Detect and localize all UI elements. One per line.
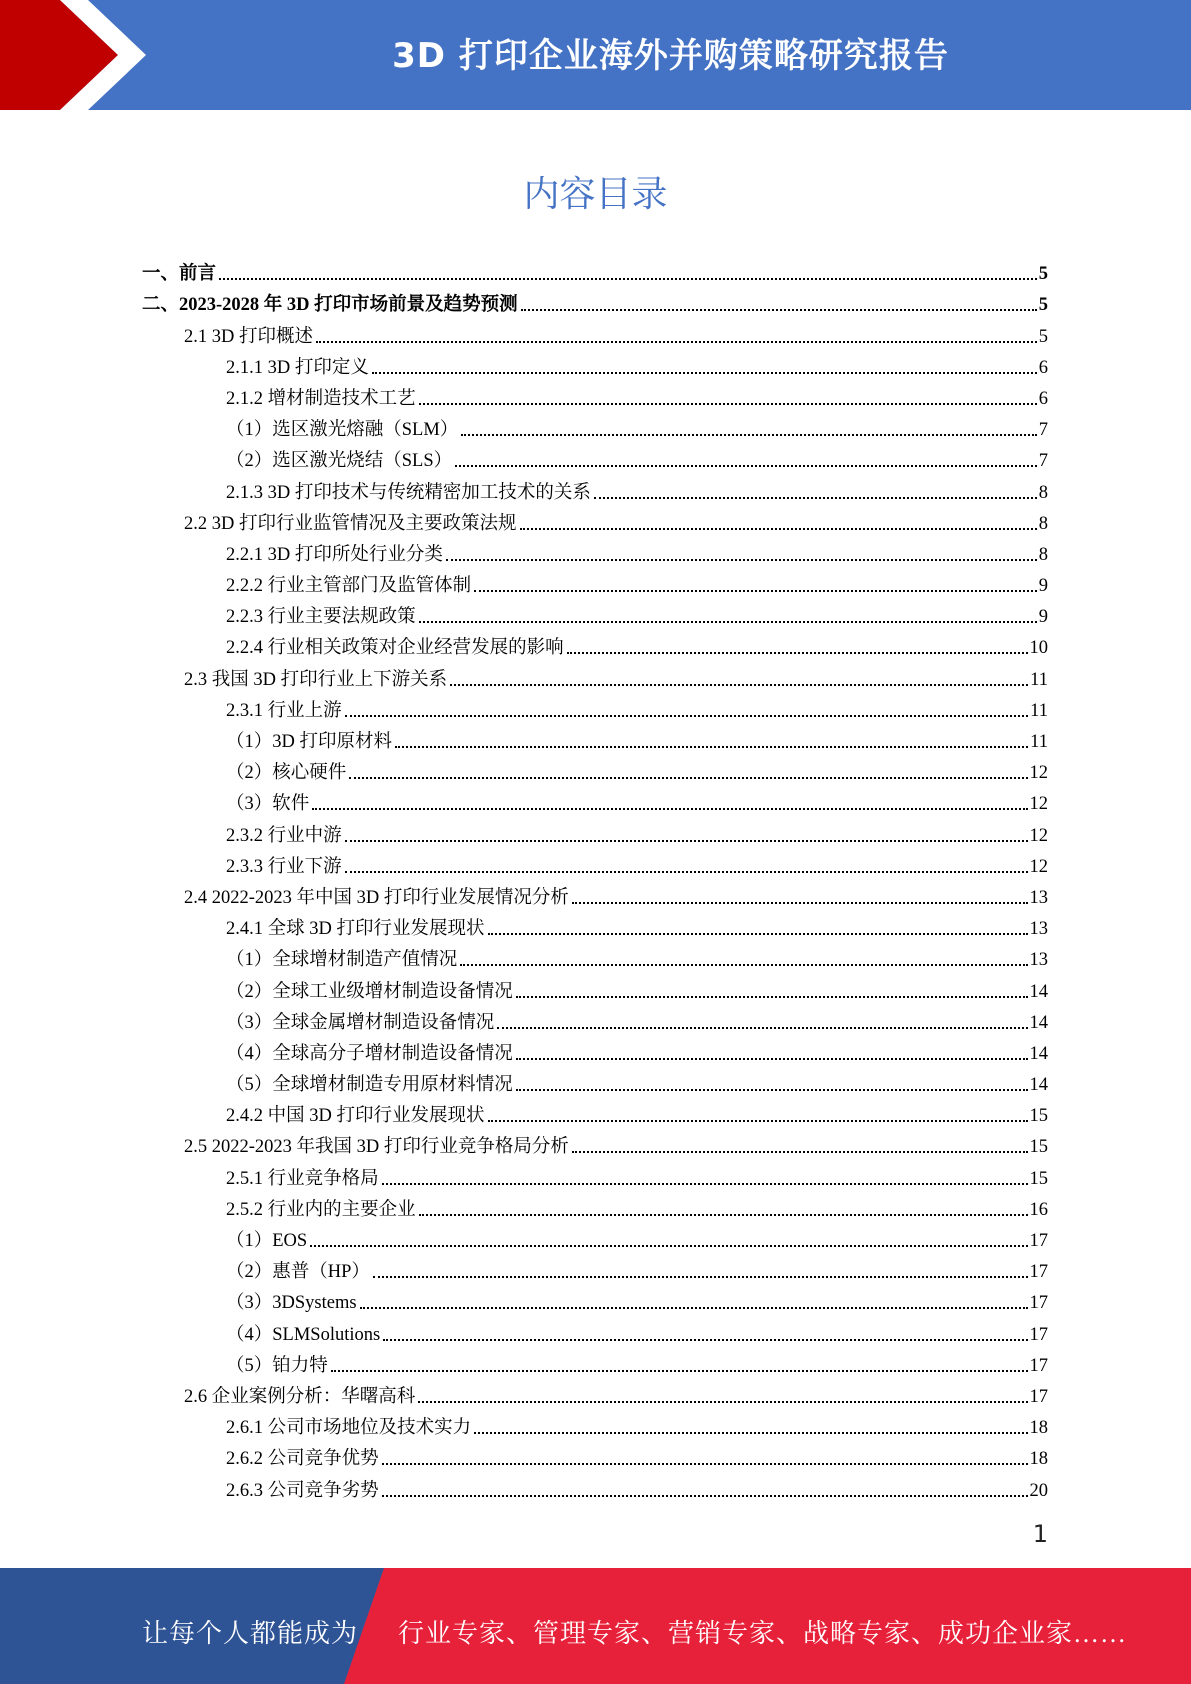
toc-entry[interactable] <box>142 1096 1048 1127</box>
toc-entry-label: 2.6.3 公司竞争劣势 <box>226 1480 379 1501</box>
toc-entry-page: 17 <box>1029 1386 1048 1407</box>
toc-entry-label: 2.2.4 行业相关政策对企业经营发展的影响 <box>226 638 564 659</box>
toc-entry-label: 2.2.3 行业主要法规政策 <box>226 607 416 628</box>
toc-dot-leader <box>488 1120 1028 1122</box>
toc-dot-leader <box>516 1089 1028 1091</box>
toc-entry-label: 2.6.1 公司市场地位及技术实力 <box>226 1418 472 1439</box>
toc-entry-label: （2）选区激光烧结（SLS） <box>226 451 453 472</box>
toc-entry-label: （2）惠普（HP） <box>226 1262 370 1283</box>
toc-entry-page: 13 <box>1029 919 1048 940</box>
toc-entry-label: 2.1.2 增材制造技术工艺 <box>226 388 416 409</box>
toc-entry-label: 2.3 我国 3D 打印行业上下游关系 <box>184 669 448 690</box>
toc-entry-page: 16 <box>1029 1199 1048 1220</box>
toc-entry-label: 2.5.2 行业内的主要企业 <box>226 1199 416 1220</box>
toc-dot-leader <box>488 933 1028 935</box>
toc-entry[interactable] <box>142 254 1048 285</box>
toc-dot-leader <box>455 465 1037 467</box>
toc-entry-label: 2.4.2 中国 3D 打印行业发展现状 <box>226 1106 485 1127</box>
toc-dot-leader <box>474 1432 1027 1434</box>
toc-dot-leader <box>450 684 1028 686</box>
toc-entry[interactable] <box>142 504 1048 535</box>
toc-entry[interactable] <box>142 535 1048 566</box>
toc-entry[interactable] <box>142 628 1048 659</box>
toc-entry[interactable] <box>142 940 1048 971</box>
toc-dot-leader <box>516 1058 1028 1060</box>
toc-entry-page: 13 <box>1029 950 1048 971</box>
toc-entry-label: 2.5.1 行业竞争格局 <box>226 1168 379 1189</box>
toc-entry-page: 15 <box>1029 1106 1048 1127</box>
toc-entry-page: 8 <box>1038 513 1048 534</box>
toc-entry-page: 11 <box>1030 732 1048 752</box>
toc-entry-label: 2.3.1 行业上游 <box>226 700 342 721</box>
toc-dot-leader <box>461 434 1036 436</box>
toc-dot-leader <box>460 964 1027 966</box>
toc-dot-leader <box>446 559 1037 561</box>
toc-entry[interactable] <box>142 847 1048 878</box>
toc-entry[interactable] <box>142 472 1048 503</box>
page-header <box>0 0 1191 110</box>
toc-entry-page: 9 <box>1038 576 1048 597</box>
toc-entry[interactable] <box>142 1221 1048 1252</box>
toc-entry-page: 14 <box>1029 981 1048 1002</box>
toc-entry-page: 5 <box>1038 264 1048 285</box>
page-number: 1 <box>1032 1520 1048 1548</box>
toc-entry-page: 11 <box>1030 669 1048 690</box>
toc-entry-label: （5）全球增材制造专用原材料情况 <box>226 1075 513 1096</box>
toc-dot-leader <box>360 1307 1028 1309</box>
toc-entry-label: （1）选区激光熔融（SLM） <box>226 420 459 441</box>
toc-entry-page: 12 <box>1029 856 1048 877</box>
toc-dot-leader <box>521 309 1037 311</box>
toc-dot-leader <box>383 1339 1027 1341</box>
toc-dot-leader <box>594 497 1037 499</box>
toc-entry-label: 2.3.3 行业下游 <box>226 856 342 877</box>
toc-entry-label: （3）软件 <box>226 794 310 815</box>
toc-entry-label: （1）3D 打印原材料 <box>226 732 392 752</box>
toc-entry-label: 2.1.1 3D 打印定义 <box>226 357 369 378</box>
toc-entry-label: 2.4 2022-2023 年中国 3D 打印行业发展情况分析 <box>184 887 569 908</box>
toc-dot-leader <box>382 1463 1028 1465</box>
toc-dot-leader <box>419 621 1037 623</box>
footer-slogan-right: 行业专家、管理专家、营销专家、战略专家、成功企业家…… <box>398 1619 1128 1648</box>
toc-dot-leader <box>331 1370 1028 1372</box>
toc-entry-label: 2.6.2 公司竞争优势 <box>226 1449 379 1470</box>
toc-entry-label: （1）EOS <box>226 1231 308 1251</box>
toc-dot-leader <box>520 528 1037 530</box>
toc-entry-page: 17 <box>1029 1324 1048 1345</box>
toc-entry[interactable] <box>142 1377 1048 1408</box>
toc-entry[interactable] <box>142 815 1048 846</box>
toc-entry-page: 8 <box>1038 482 1048 503</box>
toc-entry[interactable] <box>142 1158 1048 1189</box>
toc-entry-page: 13 <box>1029 887 1048 908</box>
toc-entry[interactable] <box>142 1283 1048 1314</box>
toc-entry-page: 14 <box>1029 1012 1048 1033</box>
toc-entry-page: 12 <box>1029 763 1048 784</box>
toc-dot-leader <box>382 1495 1028 1497</box>
toc-entry-page: 14 <box>1029 1075 1048 1096</box>
toc-dot-leader <box>474 590 1037 592</box>
toc-heading: 内容目录 <box>523 174 668 215</box>
toc-entry-page: 18 <box>1029 1418 1048 1439</box>
toc-dot-leader <box>395 746 1028 748</box>
toc-dot-leader <box>419 403 1037 405</box>
toc-entry[interactable] <box>142 1408 1048 1439</box>
toc-entry-label: （4）SLMSolutions <box>226 1324 381 1345</box>
toc-entry-page: 7 <box>1038 420 1048 441</box>
toc-entry-page: 5 <box>1038 326 1048 347</box>
toc-entry[interactable] <box>142 691 1048 722</box>
toc-entry[interactable] <box>142 1190 1048 1221</box>
toc-entry-page: 5 <box>1038 295 1048 316</box>
toc-entry[interactable] <box>142 784 1048 815</box>
toc-entry-page: 18 <box>1029 1449 1048 1470</box>
toc-entry[interactable] <box>142 1470 1048 1501</box>
toc-entry-page: 14 <box>1029 1043 1048 1064</box>
toc-dot-leader <box>349 777 1027 779</box>
toc-entry-page: 17 <box>1029 1231 1048 1251</box>
toc-entry-label: 2.2 3D 打印行业监管情况及主要政策法规 <box>184 513 517 534</box>
toc-entry-page: 17 <box>1029 1293 1048 1314</box>
toc-entry[interactable] <box>142 1346 1048 1377</box>
toc-entry-label: （2）核心硬件 <box>226 763 347 784</box>
toc-dot-leader <box>418 1401 1027 1403</box>
toc-entry[interactable] <box>142 1439 1048 1470</box>
toc-entry-label: 2.5 2022-2023 年我国 3D 打印行业竞争格局分析 <box>184 1137 569 1158</box>
toc-entry-label: （4）全球高分子增材制造设备情况 <box>226 1043 513 1064</box>
toc-entry-page: 9 <box>1038 607 1048 628</box>
toc-dot-leader <box>345 715 1029 717</box>
toc-dot-leader <box>497 1027 1027 1029</box>
toc-entry-page: 15 <box>1029 1137 1048 1158</box>
toc-entry-page: 8 <box>1038 544 1048 565</box>
toc-entry-page: 10 <box>1029 638 1048 659</box>
toc-dot-leader <box>345 840 1028 842</box>
toc-entry[interactable] <box>142 597 1048 628</box>
toc-entry[interactable] <box>142 878 1048 909</box>
toc-dot-leader <box>572 902 1028 904</box>
toc-entry[interactable] <box>142 1065 1048 1096</box>
toc-entry[interactable] <box>142 410 1048 441</box>
toc-dot-leader <box>219 278 1037 280</box>
toc-entry-label: 2.4.1 全球 3D 打印行业发展现状 <box>226 919 485 940</box>
toc-entry[interactable] <box>142 285 1048 316</box>
toc-dot-leader <box>567 652 1028 654</box>
toc-entry-page: 7 <box>1038 451 1048 472</box>
toc-dot-leader <box>572 1151 1028 1153</box>
toc-entry-label: 2.6 企业案例分析：华曙高科 <box>184 1386 416 1407</box>
toc-entry-label: 一、前言 <box>142 264 217 285</box>
toc-entry-label: 2.1.3 3D 打印技术与传统精密加工技术的关系 <box>226 482 591 503</box>
toc-entry[interactable] <box>142 659 1048 690</box>
toc-entry[interactable] <box>142 1252 1048 1283</box>
toc-dot-leader <box>312 808 1027 810</box>
toc-entry[interactable] <box>142 316 1048 347</box>
toc-entry[interactable] <box>142 441 1048 472</box>
toc-dot-leader <box>310 1245 1027 1247</box>
toc-entry[interactable] <box>142 1127 1048 1158</box>
toc-dot-leader <box>372 372 1037 374</box>
toc-entry-label: 二、2023-2028 年 3D 打印市场前景及趋势预测 <box>142 295 518 316</box>
toc-entry-label: 2.1 3D 打印概述 <box>184 326 313 347</box>
page-footer <box>0 1568 1191 1684</box>
toc-entry-page: 6 <box>1038 388 1048 409</box>
toc-entry[interactable] <box>142 1003 1048 1034</box>
toc-entry-label: （1）全球增材制造产值情况 <box>226 950 458 971</box>
toc-entry[interactable] <box>142 909 1048 940</box>
toc-entry-label: （5）铂力特 <box>226 1355 328 1376</box>
toc-entry[interactable] <box>142 971 1048 1002</box>
table-of-contents <box>142 254 1048 1502</box>
toc-entry-page: 12 <box>1029 825 1048 846</box>
toc-entry-label: 2.3.2 行业中游 <box>226 825 342 846</box>
toc-dot-leader <box>345 871 1028 873</box>
toc-entry-label: 2.2.1 3D 打印所处行业分类 <box>226 544 443 565</box>
toc-entry-page: 17 <box>1029 1355 1048 1376</box>
toc-entry[interactable] <box>142 1314 1048 1345</box>
toc-entry[interactable] <box>142 348 1048 379</box>
toc-entry-page: 20 <box>1029 1480 1048 1501</box>
toc-entry-page: 12 <box>1029 794 1048 815</box>
toc-entry[interactable] <box>142 753 1048 784</box>
toc-entry-page: 15 <box>1029 1168 1048 1189</box>
toc-dot-leader <box>316 341 1037 343</box>
toc-entry-label: （2）全球工业级增材制造设备情况 <box>226 981 513 1002</box>
toc-entry-page: 17 <box>1029 1262 1048 1283</box>
toc-dot-leader <box>373 1276 1028 1278</box>
toc-entry[interactable] <box>142 722 1048 753</box>
report-title: 3D 打印企业海外并购策略研究报告 <box>392 36 949 76</box>
toc-dot-leader <box>382 1183 1028 1185</box>
toc-entry-label: （3）全球金属增材制造设备情况 <box>226 1012 495 1033</box>
toc-dot-leader <box>516 996 1028 998</box>
toc-entry-page: 11 <box>1030 700 1048 721</box>
toc-entry[interactable] <box>142 379 1048 410</box>
footer-slogan-left: 让每个人都能成为 <box>142 1619 359 1648</box>
toc-entry-page: 6 <box>1038 357 1048 378</box>
toc-entry-label: 2.2.2 行业主管部门及监管体制 <box>226 576 472 597</box>
toc-dot-leader <box>419 1214 1028 1216</box>
toc-entry-label: （3）3DSystems <box>226 1293 357 1314</box>
toc-entry[interactable] <box>142 566 1048 597</box>
toc-entry[interactable] <box>142 1034 1048 1065</box>
